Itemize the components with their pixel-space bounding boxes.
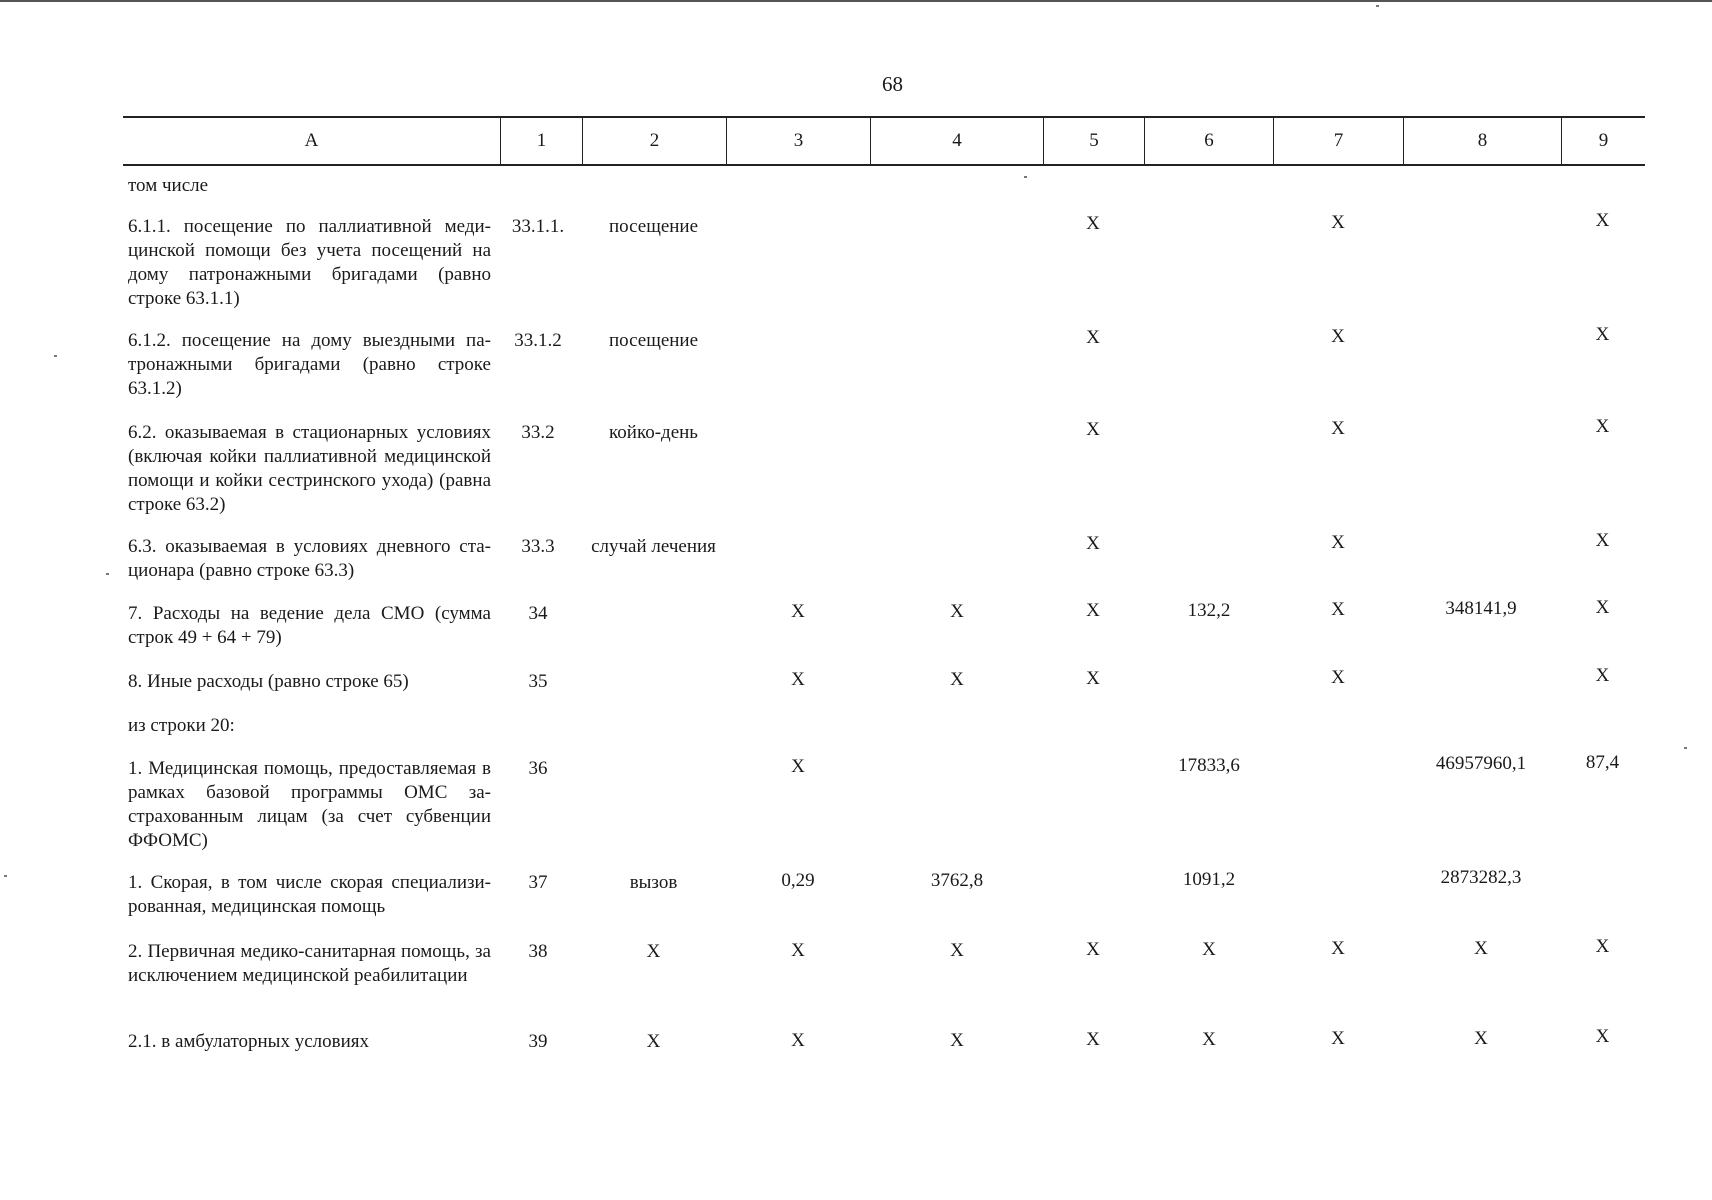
row-col-9: X bbox=[1595, 210, 1610, 231]
header-col-4: 4 bbox=[952, 130, 962, 151]
row-number: 33.2 bbox=[521, 422, 555, 443]
row-col-6: X bbox=[1202, 939, 1216, 960]
row-col-4: 3762,8 bbox=[930, 870, 984, 891]
header-col-7: 7 bbox=[1333, 130, 1344, 151]
page-number: 68 bbox=[882, 72, 903, 96]
row-col-8: 2873282,3 bbox=[1440, 867, 1522, 888]
row-col-9: X bbox=[1595, 936, 1610, 957]
row-col-3: X bbox=[791, 940, 805, 961]
row-col-9: X bbox=[1595, 665, 1610, 686]
row-col-8: 46957960,1 bbox=[1435, 753, 1527, 774]
row-unit: X bbox=[646, 941, 661, 962]
scan-speck bbox=[1684, 747, 1687, 749]
table-header bbox=[123, 116, 1645, 166]
row-description: 6.1.1. посещение по паллиативной медицинской помощи без учета посещений на дому патронажными бригадами (равно строке 63.1.1) bbox=[128, 216, 491, 309]
row-unit: койко-день bbox=[609, 422, 698, 443]
row-col-9: X bbox=[1595, 416, 1610, 437]
row-description: 6.3. оказываемая в условиях дневного стационара (равно строке 63.3) bbox=[128, 536, 491, 581]
header-col-1: 1 bbox=[536, 130, 547, 151]
row-number: 35 bbox=[528, 671, 548, 692]
row-col-8: X bbox=[1474, 1028, 1488, 1049]
row-unit: посещение bbox=[608, 216, 699, 237]
header-col-9: 9 bbox=[1598, 130, 1609, 151]
row-col-7: X bbox=[1331, 532, 1345, 553]
header-col-6: 6 bbox=[1204, 130, 1214, 151]
row-col-6: 1091,2 bbox=[1182, 869, 1236, 890]
scan-speck bbox=[1024, 176, 1027, 178]
scan-speck bbox=[54, 355, 57, 357]
scan-speck bbox=[4, 875, 7, 877]
row-col-3: X bbox=[791, 756, 805, 777]
row-col-4: X bbox=[950, 940, 964, 961]
row-col-9: X bbox=[1595, 530, 1610, 551]
row-col-6: X bbox=[1202, 1029, 1216, 1050]
row-col-3: X bbox=[791, 669, 805, 690]
row-col-4: X bbox=[950, 1030, 964, 1051]
row-col-3: X bbox=[791, 1030, 805, 1051]
row-unit: X bbox=[646, 1031, 661, 1052]
row-description: из строки 20: bbox=[128, 715, 235, 736]
row-description: 1. Скорая, в том числе скорая специализированная, медицинская помощь bbox=[128, 872, 491, 917]
row-col-7: X bbox=[1331, 1028, 1345, 1049]
header-col-a: А bbox=[304, 130, 319, 151]
row-col-3: 0,29 bbox=[781, 870, 815, 891]
row-col-6: 132,2 bbox=[1187, 600, 1231, 621]
row-col-7: X bbox=[1331, 599, 1345, 620]
row-col-5: X bbox=[1086, 419, 1100, 440]
row-col-7: X bbox=[1331, 326, 1345, 347]
row-col-9: X bbox=[1595, 1026, 1610, 1047]
row-description: 6.2. оказываемая в стационарных условиях (включая койки паллиативной медицинской помощи и койки сестринского ухода) (равна строке 63.2) bbox=[128, 422, 491, 515]
row-col-8: 348141,9 bbox=[1445, 598, 1517, 619]
row-col-7: X bbox=[1331, 212, 1345, 233]
row-description: 8. Иные расходы (равно строке 65) bbox=[128, 671, 409, 692]
row-col-5: X bbox=[1086, 1029, 1100, 1050]
row-description: 2. Первичная медико-санитарная помощь, за исключением медицинской реабилитации bbox=[128, 941, 491, 986]
scan-edge-line bbox=[0, 0, 1712, 2]
row-number: 37 bbox=[528, 872, 548, 893]
row-unit: посещение bbox=[608, 330, 699, 351]
row-description: 6.1.2. посещение на дому выездными патронажными бригадами (равно строке 63.1.2) bbox=[128, 330, 491, 399]
row-col-9: 87,4 bbox=[1585, 752, 1620, 773]
row-col-5: X bbox=[1086, 668, 1100, 689]
row-col-4: X bbox=[950, 601, 964, 622]
row-col-5: X bbox=[1086, 939, 1100, 960]
row-description: 1. Медицинская помощь, предоставляемая в рамках базовой программы ОМС застрахованным лицам (за счет субвенции ФФОМС) bbox=[128, 758, 491, 851]
row-number: 36 bbox=[528, 758, 548, 779]
row-col-7: X bbox=[1331, 667, 1345, 688]
header-col-5: 5 bbox=[1089, 130, 1099, 151]
header-col-8: 8 bbox=[1477, 130, 1488, 151]
row-unit: случай лечения bbox=[591, 536, 716, 557]
row-col-8: X bbox=[1474, 938, 1488, 959]
row-col-9: X bbox=[1595, 324, 1610, 345]
header-col-3: 3 bbox=[793, 130, 804, 151]
row-col-5: X bbox=[1086, 213, 1100, 234]
row-number: 34 bbox=[528, 603, 548, 624]
row-description: том числе bbox=[128, 175, 209, 196]
row-col-7: X bbox=[1331, 938, 1345, 959]
row-col-6: 17833,6 bbox=[1178, 755, 1240, 776]
row-col-3: X bbox=[791, 601, 805, 622]
row-col-7: X bbox=[1331, 418, 1345, 439]
row-description: 7. Расходы на ведение дела СМО (сумма строк 49 + 64 + 79) bbox=[128, 603, 491, 648]
row-number: 38 bbox=[528, 941, 548, 962]
row-number: 33.3 bbox=[521, 536, 555, 557]
row-number: 39 bbox=[528, 1031, 548, 1052]
row-col-5: X bbox=[1086, 600, 1100, 621]
scan-speck bbox=[106, 573, 109, 575]
row-col-5: X bbox=[1086, 533, 1100, 554]
row-col-5: X bbox=[1086, 327, 1100, 348]
row-unit: вызов bbox=[629, 872, 678, 893]
row-number: 33.1.1. bbox=[511, 216, 565, 237]
scan-speck bbox=[1376, 5, 1379, 7]
row-col-4: X bbox=[950, 669, 964, 690]
row-col-9: X bbox=[1595, 597, 1610, 618]
row-description: 2.1. в амбулаторных условиях bbox=[128, 1031, 369, 1052]
header-col-2: 2 bbox=[649, 130, 660, 151]
row-number: 33.1.2 bbox=[514, 330, 562, 351]
